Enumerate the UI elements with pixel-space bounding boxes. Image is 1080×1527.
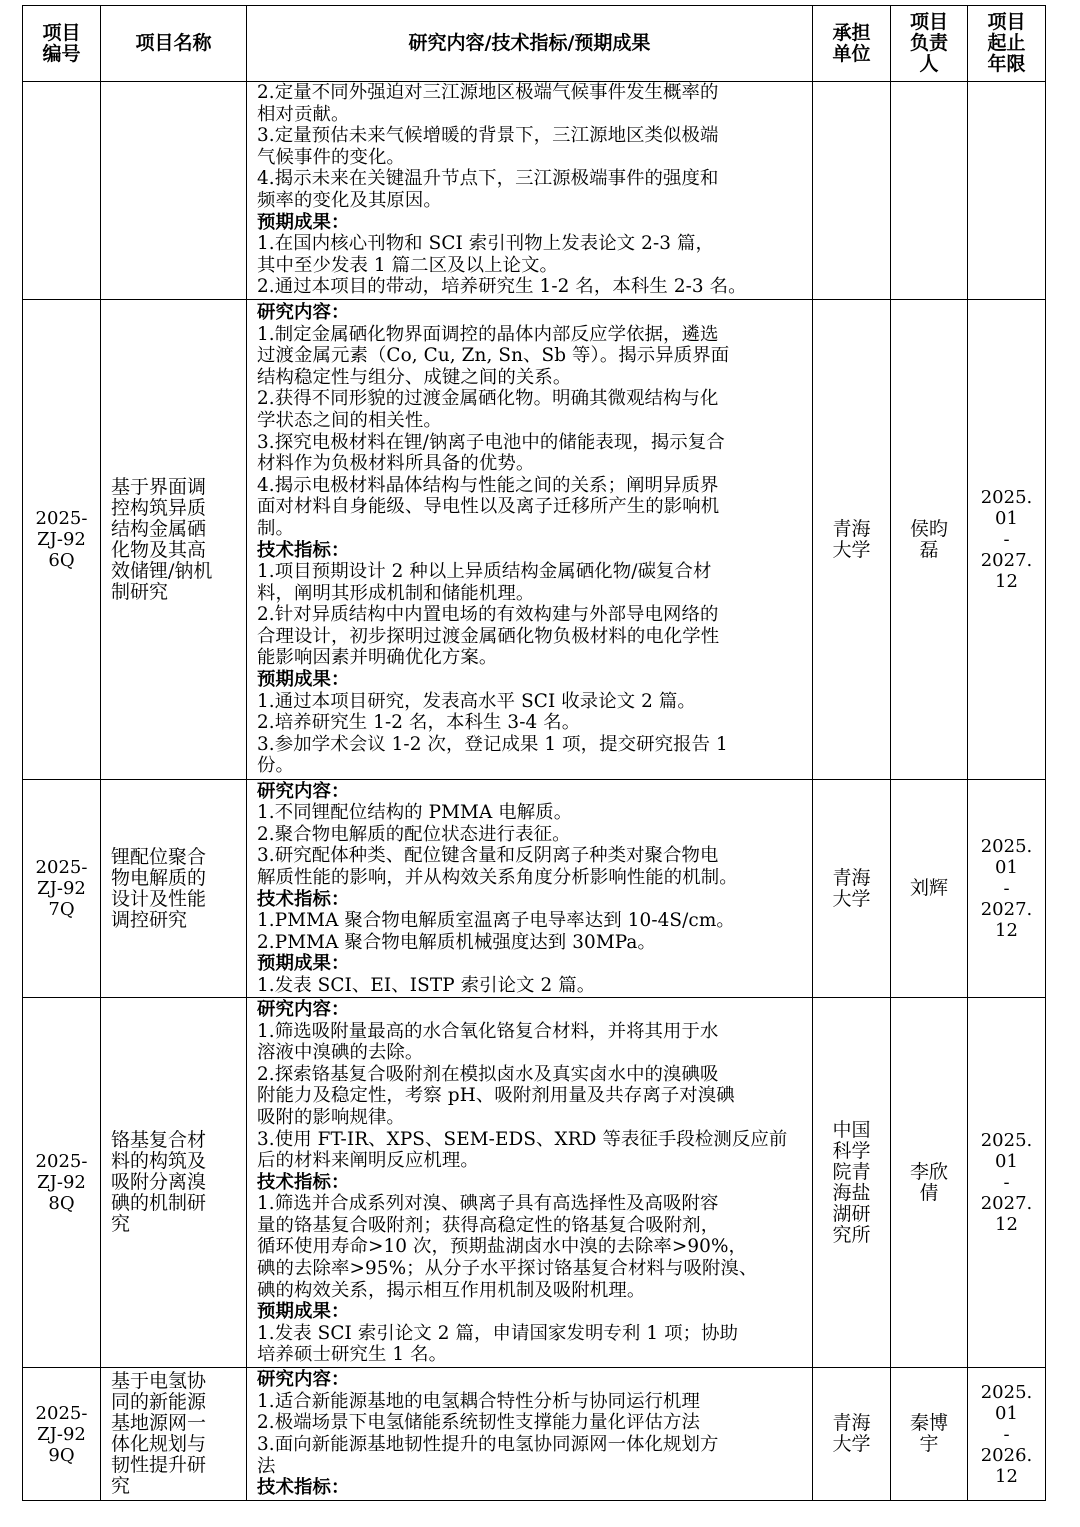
content-line: 1.不同锂配位结构的 PMMA 电解质。 bbox=[257, 802, 573, 824]
project-name-cell-line: 碘的机制研 bbox=[111, 1192, 207, 1214]
project-name-cell-line: 制研究 bbox=[111, 580, 169, 603]
content-line: 能影响因素并明确优化方案。 bbox=[257, 647, 498, 669]
research-content-cell bbox=[247, 780, 813, 998]
project-name-cell-line: 料的构筑及 bbox=[111, 1150, 207, 1172]
undertaking-unit-cell bbox=[813, 780, 891, 998]
table-row bbox=[23, 998, 1046, 1368]
undertaking-unit-cell bbox=[813, 300, 891, 780]
content-section-heading: 预期成果： bbox=[257, 1301, 350, 1323]
project-period-cell-line: - bbox=[1003, 1172, 1010, 1193]
content-line: 1.发表 SCI 索引论文 2 篇，申请国家发明专利 1 项；协助 bbox=[257, 1322, 739, 1344]
content-line: 材料作为负极材料所具备的优势。 bbox=[257, 453, 535, 475]
project-lead-cell-line: 刘辉 bbox=[909, 877, 948, 899]
project-period-cell bbox=[968, 1368, 1046, 1501]
project-id-cell bbox=[23, 82, 101, 300]
content-line: 学状态之间的相关性。 bbox=[257, 409, 442, 431]
content-section-heading: 技术指标： bbox=[257, 888, 350, 910]
project-id-cell bbox=[23, 780, 101, 998]
project-name-cell-line: 基于电氢协 bbox=[111, 1370, 207, 1392]
content-section-heading: 预期成果： bbox=[257, 211, 350, 233]
content-line: 2.聚合物电解质的配位状态进行表征。 bbox=[257, 823, 571, 845]
content-line: 份。 bbox=[257, 755, 294, 777]
project-lead-cell bbox=[891, 1368, 968, 1501]
content-line: 气候事件的变化。 bbox=[257, 146, 405, 168]
project-name-cell-line: 铬基复合材 bbox=[111, 1129, 207, 1151]
content-line: 2.PMMA 聚合物电解质机械强度达到 30MPa。 bbox=[257, 931, 656, 953]
research-content-cell bbox=[247, 82, 813, 300]
project-lead-cell-line: 宇 bbox=[919, 1433, 939, 1455]
project-lead-cell bbox=[891, 998, 968, 1368]
project-name-cell-line: 基地源网一 bbox=[111, 1412, 207, 1434]
content-line: 溶液中溴碘的去除。 bbox=[257, 1042, 424, 1064]
project-id-cell-line: 2025- bbox=[35, 857, 88, 878]
content-line: 3.参加学术会议 1-2 次，登记成果 1 项，提交研究报告 1 bbox=[257, 733, 728, 755]
undertaking-unit-cell-line: 湖研 bbox=[832, 1202, 871, 1225]
project-period-cell-line: 2025. bbox=[980, 487, 1033, 508]
project-id-cell-line: 9Q bbox=[48, 1444, 75, 1466]
project-id-cell-line: 2025- bbox=[35, 508, 88, 529]
project-period-cell-line: 2027. bbox=[980, 899, 1033, 920]
content-line: 2.获得不同形貌的过渡金属硒化物。明确其微观结构与化 bbox=[257, 388, 719, 410]
project-id-cell-line: 6Q bbox=[48, 550, 75, 571]
header-project-id: 项目 编号 bbox=[23, 6, 101, 82]
content-line: 其中至少发表 1 篇二区及以上论文。 bbox=[257, 254, 559, 276]
undertaking-unit-cell bbox=[813, 82, 891, 300]
project-period-cell bbox=[968, 780, 1046, 998]
content-line: 3.研究配体种类、配位键含量和反阴离子种类对聚合物电 bbox=[257, 845, 719, 867]
project-id-cell bbox=[23, 1368, 101, 1501]
project-period-cell-line: 2025. bbox=[980, 836, 1033, 857]
header-undertaking-unit: 承担 单位 bbox=[813, 6, 891, 82]
content-line: 1.项目预期设计 2 种以上异质结构金属硒化物/碳复合材 bbox=[257, 561, 712, 583]
project-period-cell-line: 2025. bbox=[980, 1130, 1033, 1151]
project-lead-cell-line: 秦博 bbox=[909, 1412, 948, 1434]
undertaking-unit-cell-line: 青海 bbox=[832, 517, 871, 540]
project-lead-cell bbox=[891, 82, 968, 300]
content-line: 碘的去除率>95%；从分子水平探讨铬基复合材料与吸附溴、 bbox=[257, 1258, 758, 1280]
undertaking-unit-cell-line: 院青 bbox=[832, 1160, 871, 1183]
project-period-cell-line: 01 bbox=[995, 857, 1018, 878]
research-content-cell bbox=[247, 300, 813, 780]
project-lead-cell-line: 侯昀 bbox=[909, 517, 948, 540]
undertaking-unit-cell bbox=[813, 998, 891, 1368]
content-line: 1.筛选并合成系列对溴、碘离子具有高选择性及高吸附容 bbox=[257, 1193, 719, 1215]
content-line: 法 bbox=[257, 1455, 276, 1477]
project-period-cell-line: 12 bbox=[995, 1465, 1018, 1487]
content-line: 面对材料自身能级、导电性以及离子迁移所产生的影响机 bbox=[257, 496, 720, 518]
project-id-cell-line: 2025- bbox=[35, 1402, 88, 1424]
project-id-cell-line: ZJ-92 bbox=[37, 529, 86, 550]
content-line: 附能力及稳定性，考察 pH、吸附剂用量及共存离子对溴碘 bbox=[257, 1085, 735, 1107]
project-id-cell-line: 7Q bbox=[48, 899, 75, 920]
content-line: 1.筛选吸附量最高的水合氧化铬复合材料，并将其用于水 bbox=[257, 1020, 719, 1042]
content-line: 1.在国内核心刊物和 SCI 索引刊物上发表论文 2-3 篇， bbox=[257, 233, 715, 255]
content-line: 2.通过本项目的带动，培养研究生 1-2 名，本科生 2-3 名。 bbox=[257, 276, 747, 298]
content-line: 合理设计，初步探明过渡金属硒化物负极材料的电化学性 bbox=[257, 625, 720, 647]
content-line: 4.揭示电极材料晶体结构与性能之间的关系；阐明异质界 bbox=[257, 474, 719, 496]
project-name-cell-line: 结构金属硒 bbox=[111, 517, 207, 540]
project-period-cell-line: - bbox=[1003, 1423, 1010, 1445]
project-name-cell-line: 控构筑异质 bbox=[111, 496, 207, 519]
undertaking-unit-cell-line: 究所 bbox=[832, 1223, 871, 1246]
undertaking-unit-cell-line: 科学 bbox=[832, 1139, 871, 1162]
content-line: 1.PMMA 聚合物电解质室温离子电导率达到 10-4S/cm。 bbox=[257, 910, 735, 932]
research-content-cell bbox=[247, 998, 813, 1368]
project-lead-cell bbox=[891, 300, 968, 780]
project-name-cell bbox=[101, 998, 247, 1368]
content-section-heading: 研究内容： bbox=[257, 1369, 350, 1391]
header-research-content: 研究内容/技术指标/预期成果 bbox=[247, 6, 813, 82]
content-line: 2.极端场景下电氢储能系统韧性支撑能力量化评估方法 bbox=[257, 1412, 701, 1434]
content-section-heading: 技术指标： bbox=[257, 1171, 350, 1193]
project-name-cell-line: 锂配位聚合 bbox=[111, 845, 207, 868]
content-line: 1.发表 SCI、EI、ISTP 索引论文 2 篇。 bbox=[257, 974, 596, 996]
project-period-cell-line: 01 bbox=[995, 1402, 1018, 1424]
content-line: 培养硕士研究生 1 名。 bbox=[257, 1344, 448, 1366]
table-header-row bbox=[23, 6, 1046, 82]
project-name-cell bbox=[101, 300, 247, 780]
content-line: 3.面向新能源基地韧性提升的电氢协同源网一体化规划方 bbox=[257, 1434, 719, 1455]
project-id-cell-line: ZJ-92 bbox=[37, 878, 86, 899]
content-line: 3.探究电极材料在锂/钠离子电池中的储能表现，揭示复合 bbox=[257, 431, 725, 453]
content-line: 碘的构效关系，揭示相互作用机制及吸附机理。 bbox=[257, 1279, 646, 1301]
project-period-cell-line: 12 bbox=[995, 920, 1018, 941]
project-name-cell bbox=[101, 82, 247, 300]
project-name-cell-line: 体化规划与 bbox=[111, 1433, 207, 1455]
project-period-cell-line: - bbox=[1003, 529, 1010, 550]
undertaking-unit-cell-line: 青海 bbox=[832, 866, 871, 889]
project-name-cell-line: 基于界面调 bbox=[111, 475, 207, 498]
content-line: 量的铬基复合吸附剂；获得高稳定性的铬基复合吸附剂， bbox=[257, 1214, 720, 1236]
project-name-cell-line: 设计及性能 bbox=[111, 887, 207, 910]
project-lead-cell-line: 倩 bbox=[919, 1181, 939, 1204]
content-line: 2.针对异质结构中内置电场的有效构建与外部导电网络的 bbox=[257, 604, 719, 626]
content-line: 2.培养研究生 1-2 名，本科生 3-4 名。 bbox=[257, 712, 581, 734]
content-line: 1.通过本项目研究，发表高水平 SCI 收录论文 2 篇。 bbox=[257, 690, 696, 712]
project-id-cell bbox=[23, 998, 101, 1368]
project-name-cell-line: 究 bbox=[111, 1475, 131, 1497]
undertaking-unit-cell-line: 中国 bbox=[832, 1118, 871, 1141]
content-section-heading: 研究内容： bbox=[257, 998, 350, 1020]
content-line: 频率的变化及其原因。 bbox=[257, 189, 442, 211]
table-row bbox=[23, 82, 1046, 300]
content-line: 相对贡献。 bbox=[257, 103, 350, 125]
content-line: 2.探索铬基复合吸附剂在模拟卤水及真实卤水中的溴碘吸 bbox=[257, 1063, 719, 1085]
project-id-cell-line: 8Q bbox=[48, 1193, 75, 1214]
header-project-period: 项目 起止 年限 bbox=[968, 6, 1046, 82]
project-period-cell bbox=[968, 998, 1046, 1368]
content-line: 循环使用寿命>10 次，预期盐湖卤水中溴的去除率>90%， bbox=[257, 1236, 748, 1258]
content-section-heading: 研究内容： bbox=[257, 301, 350, 323]
content-line: 2.定量不同外强迫对三江源地区极端气候事件发生概率的 bbox=[257, 82, 719, 103]
header-project-name: 项目名称 bbox=[101, 6, 247, 82]
project-period-cell-line: - bbox=[1003, 878, 1010, 899]
project-name-cell-line: 化物及其高 bbox=[111, 538, 207, 561]
project-table bbox=[22, 5, 1046, 1501]
content-line: 结构稳定性与组分、成键之间的关系。 bbox=[257, 366, 572, 388]
content-section-heading: 研究内容： bbox=[257, 780, 350, 802]
content-line: 3.定量预估未来气候增暖的背景下，三江源地区类似极端 bbox=[257, 125, 719, 147]
project-period-cell-line: 12 bbox=[995, 571, 1018, 592]
project-period-cell bbox=[968, 300, 1046, 780]
undertaking-unit-cell-line: 海盐 bbox=[832, 1181, 871, 1204]
content-section-heading: 预期成果： bbox=[257, 669, 350, 691]
project-lead-cell bbox=[891, 780, 968, 998]
undertaking-unit-cell-line: 大学 bbox=[832, 1433, 871, 1455]
undertaking-unit-cell bbox=[813, 1368, 891, 1501]
project-id-cell bbox=[23, 300, 101, 780]
project-id-cell-line: ZJ-92 bbox=[37, 1172, 86, 1193]
project-id-cell-line: ZJ-92 bbox=[37, 1423, 86, 1445]
project-id-cell-line: 2025- bbox=[35, 1151, 88, 1172]
table-row bbox=[23, 1368, 1046, 1501]
content-line: 解质性能的影响，并从构效关系角度分析影响性能的机制。 bbox=[257, 866, 738, 888]
project-name-cell-line: 同的新能源 bbox=[111, 1391, 207, 1413]
content-line: 过渡金属元素（Co, Cu, Zn, Sn、Sb 等）。揭示异质界面 bbox=[257, 345, 730, 367]
content-section-heading: 技术指标： bbox=[257, 539, 350, 561]
project-period-cell-line: 12 bbox=[995, 1214, 1018, 1235]
content-line: 制。 bbox=[257, 517, 294, 539]
header-project-lead: 项目 负责 人 bbox=[891, 6, 968, 82]
content-section-heading: 预期成果： bbox=[257, 953, 350, 975]
project-period-cell-line: 2025. bbox=[980, 1381, 1033, 1403]
content-line: 1.制定金属硒化物界面调控的晶体内部反应学依据，遴选 bbox=[257, 323, 719, 345]
table-body bbox=[23, 82, 1046, 1501]
project-period-cell-line: 01 bbox=[995, 508, 1018, 529]
project-lead-cell-line: 李欣 bbox=[909, 1160, 948, 1183]
content-line: 3.使用 FT-IR、XPS、SEM-EDS、XRD 等表征手段检测反应前 bbox=[257, 1128, 788, 1150]
project-name-cell bbox=[101, 1368, 247, 1501]
content-line: 料，阐明其形成机制和储能机理。 bbox=[257, 582, 535, 604]
project-lead-cell-line: 磊 bbox=[919, 538, 939, 561]
project-period-cell-line: 2027. bbox=[980, 550, 1033, 571]
table-row bbox=[23, 780, 1046, 998]
project-period-cell-line: 2027. bbox=[980, 1193, 1033, 1214]
project-period-cell-line: 2026. bbox=[980, 1444, 1033, 1466]
undertaking-unit-cell-line: 大学 bbox=[832, 887, 871, 910]
project-name-cell bbox=[101, 780, 247, 998]
research-content-cell bbox=[247, 1368, 813, 1501]
project-name-cell-line: 效储锂/钠机 bbox=[111, 559, 213, 582]
content-section-heading: 技术指标： bbox=[257, 1477, 350, 1499]
undertaking-unit-cell-line: 大学 bbox=[832, 538, 871, 561]
project-period-cell bbox=[968, 82, 1046, 300]
project-period-cell-line: 01 bbox=[995, 1151, 1018, 1172]
content-line: 1.适合新能源基地的电氢耦合特性分析与协同运行机理 bbox=[257, 1390, 701, 1412]
table-row bbox=[23, 300, 1046, 780]
project-name-cell-line: 究 bbox=[111, 1213, 131, 1235]
project-name-cell-line: 韧性提升研 bbox=[111, 1454, 207, 1476]
project-name-cell-line: 吸附分离溴 bbox=[111, 1171, 207, 1193]
content-line: 吸附的影响规律。 bbox=[257, 1106, 405, 1128]
project-name-cell-line: 调控研究 bbox=[111, 908, 188, 931]
project-name-cell-line: 物电解质的 bbox=[111, 866, 207, 889]
undertaking-unit-cell-line: 青海 bbox=[832, 1412, 871, 1434]
content-line: 后的材料来阐明反应机理。 bbox=[257, 1150, 479, 1172]
content-line: 4.揭示未来在关键温升节点下，三江源极端事件的强度和 bbox=[257, 168, 719, 190]
